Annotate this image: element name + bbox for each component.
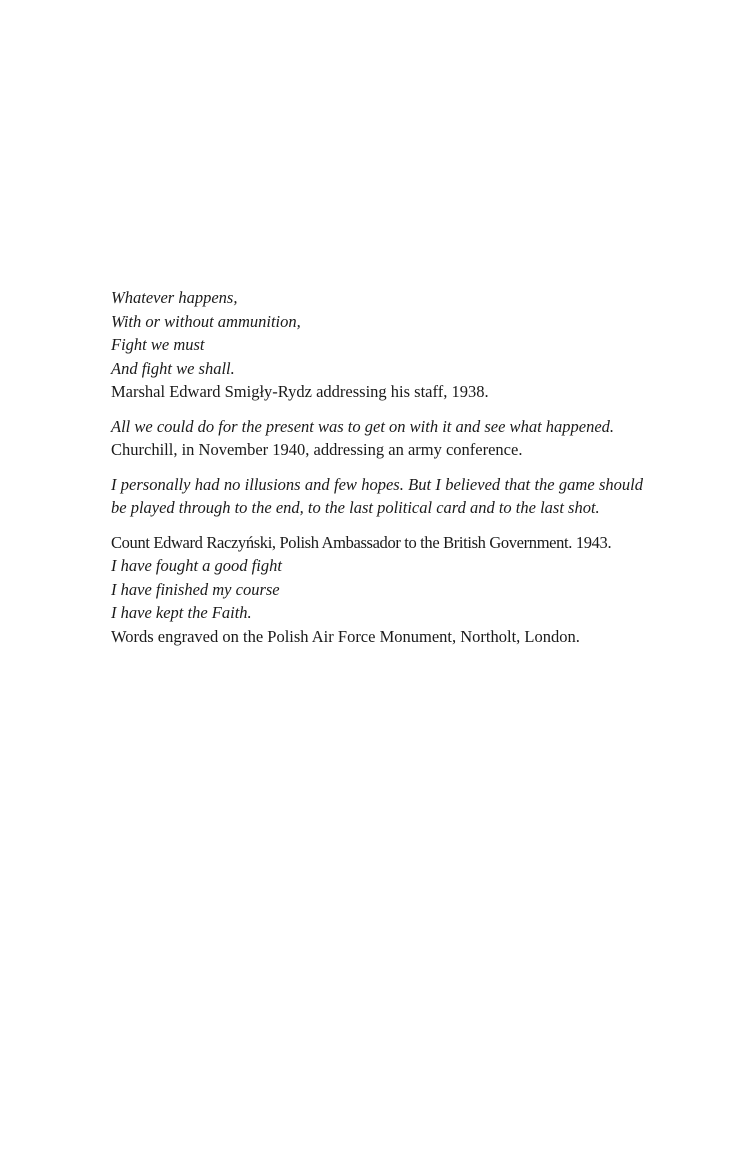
- quote-line: I have kept the Faith.: [111, 603, 252, 622]
- attribution: Marshal Edward Smigły-Rydz addressing his staff, 1938.: [111, 382, 489, 401]
- attribution: Count Edward Raczyński, Polish Ambassador to the British Government. 1943.: [111, 532, 612, 552]
- quote-line: With or without ammunition,: [111, 311, 301, 331]
- quote-text: All we could do for the present was to get on with it and see what happened.: [111, 416, 615, 436]
- epigraph-4: [111, 531, 643, 649]
- quote-line: Whatever happens,: [111, 288, 238, 307]
- epigraph-3: [111, 473, 643, 520]
- epigraph-page: [111, 286, 643, 648]
- quote-text: I personally had no illusions and few hopes. But I believed that the game should be played through to the end, to the last political card and to the last shot.: [111, 474, 643, 517]
- epigraph-1: [111, 286, 643, 404]
- quote-line: And fight we shall.: [111, 358, 235, 378]
- quote-line: I have finished my course: [111, 579, 280, 599]
- epigraph-2: [111, 415, 643, 462]
- quote-line: I have fought a good fight: [111, 556, 282, 575]
- attribution: Churchill, in November 1940, addressing an army conference.: [111, 440, 523, 459]
- attribution: Words engraved on the Polish Air Force Monument, Northolt, London.: [111, 626, 580, 646]
- quote-line: Fight we must: [111, 335, 205, 354]
